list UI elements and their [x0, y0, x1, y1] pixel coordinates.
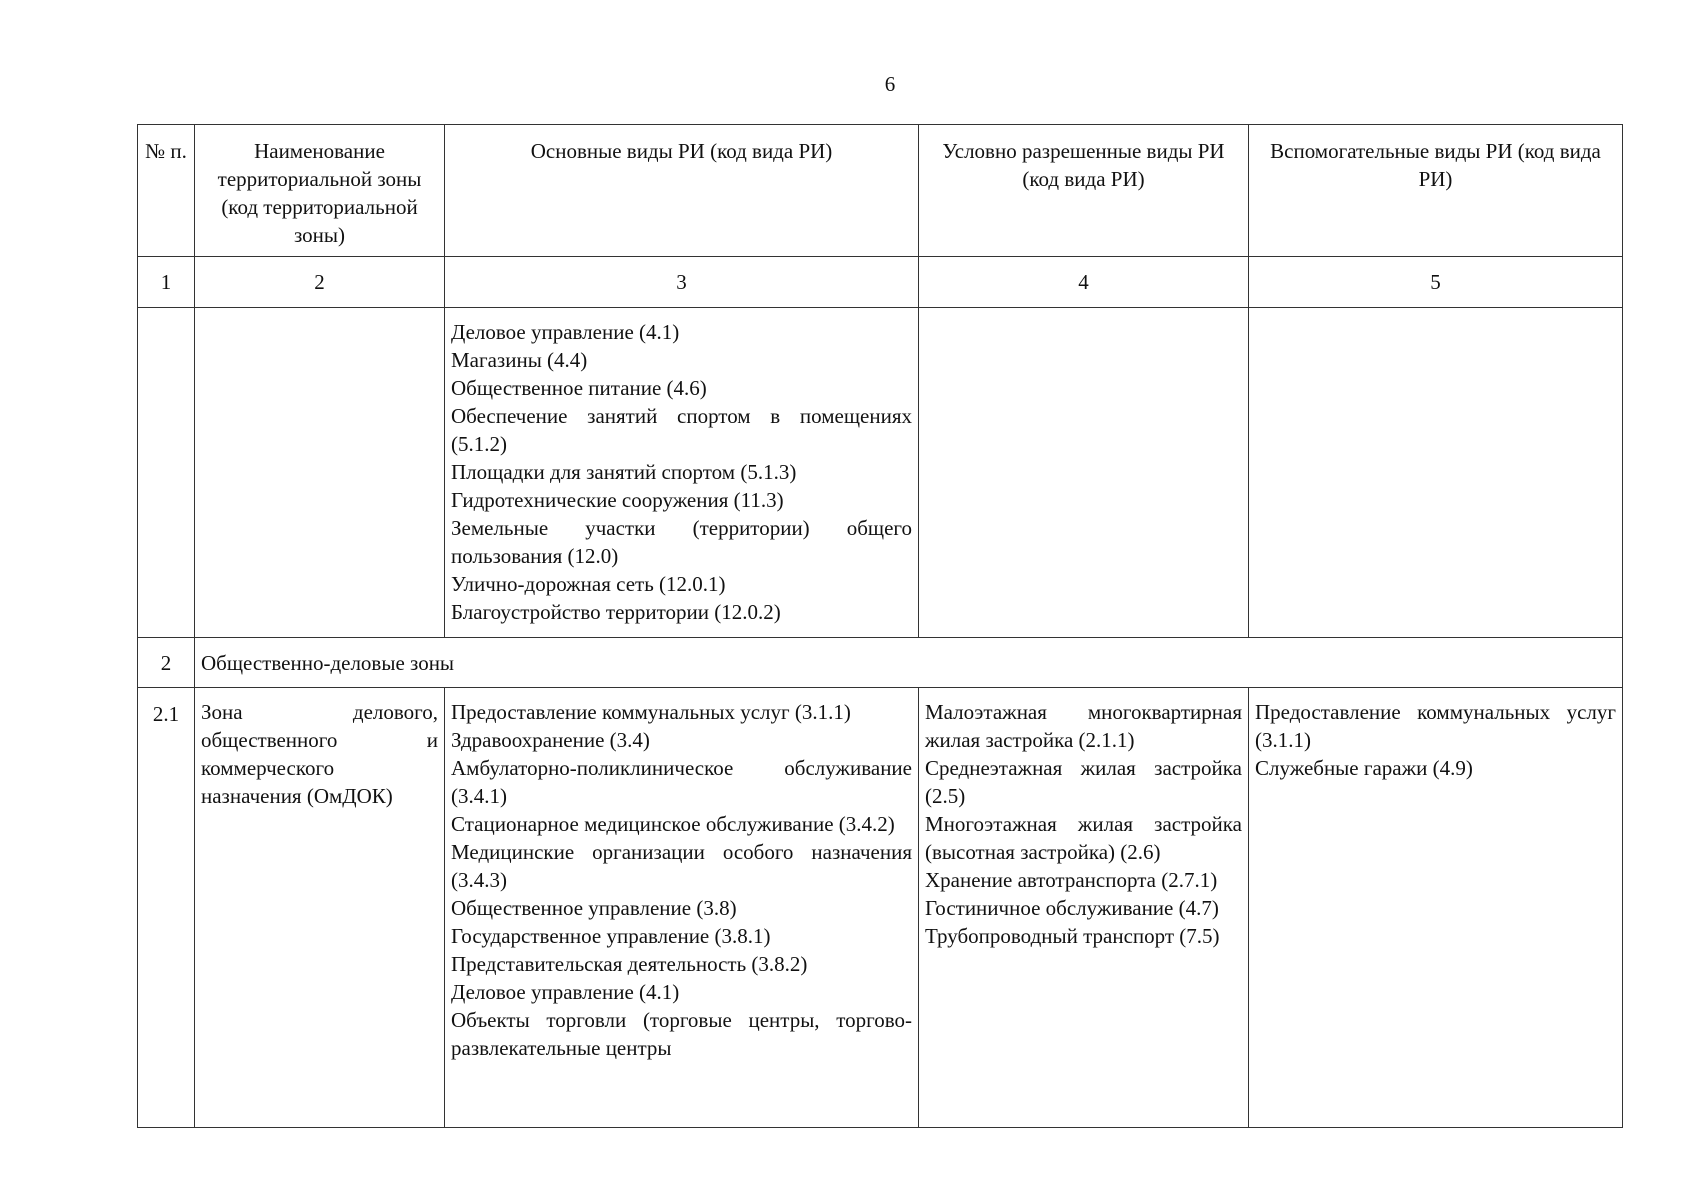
list-item: Амбулаторно-поликлиническое обслуживание (3.4.1) [451, 756, 912, 808]
list-item: Площадки для занятий спортом (5.1.3) [451, 460, 797, 484]
table-row [138, 688, 1623, 1128]
page-number: 6 [884, 72, 896, 96]
list-item: Малоэтажная многоквартирная жилая застройка (2.1.1) [925, 700, 1242, 752]
list-item: Медицинские организации особого назначения (3.4.3) [451, 840, 912, 892]
list-item: Деловое управление (4.1) [451, 320, 680, 344]
list-item: Обеспечение занятий спортом в помещениях (5.1.2) [451, 404, 912, 456]
list-item: Здравоохранение (3.4) [451, 728, 650, 752]
list-item: Государственное управление (3.8.1) [451, 924, 771, 948]
section-title: Общественно-деловые зоны [195, 638, 1623, 688]
header-number: № п. [138, 125, 195, 257]
list-item: Служебные гаражи (4.9) [1255, 756, 1473, 780]
column-numbers-row [138, 257, 1623, 308]
row-number-cell [138, 308, 195, 638]
column-number: 4 [919, 257, 1249, 308]
row-number-cell: 2.1 [138, 688, 195, 1128]
section-row [138, 638, 1623, 688]
zone-name-cell: Зона делового, общественного и коммерческого назначения (ОмДОК) [195, 688, 445, 1128]
auxiliary-uses-cell [1249, 308, 1623, 638]
list-item: Деловое управление (4.1) [451, 980, 680, 1004]
list-item: Среднеэтажная жилая застройка (2.5) [925, 756, 1242, 808]
list-item: Трубопроводный транспорт (7.5) [925, 924, 1220, 948]
list-item: Предоставление коммунальных услуг (3.1.1) [451, 700, 851, 724]
list-item: Земельные участки (территории) общего пользования (12.0) [451, 516, 912, 568]
main-uses-cell [445, 308, 919, 638]
list-item: Представительская деятельность (3.8.2) [451, 952, 808, 976]
list-item: Многоэтажная жилая застройка (высотная застройка) (2.6) [925, 812, 1242, 864]
header-auxiliary-uses: Вспомогательные виды РИ (код вида РИ) [1249, 125, 1623, 257]
header-conditional-uses: Условно разрешенные виды РИ (код вида РИ) [919, 125, 1249, 257]
table-row [138, 308, 1623, 638]
list-item: Объекты торговли (торговые центры, торгово-развлекательные центры [451, 1008, 912, 1060]
conditional-uses-cell [919, 308, 1249, 638]
list-item: Благоустройство территории (12.0.2) [451, 600, 781, 624]
column-number: 2 [195, 257, 445, 308]
header-zone-name: Наименование территориальной зоны (код территориальной зоны) [195, 125, 445, 257]
column-number: 3 [445, 257, 919, 308]
conditional-uses-list [925, 698, 1242, 950]
list-item: Стационарное медицинское обслуживание (3.4.2) [451, 812, 895, 836]
zone-name-cell [195, 308, 445, 638]
list-item: Магазины (4.4) [451, 348, 588, 372]
header-main-uses: Основные виды РИ (код вида РИ) [445, 125, 919, 257]
conditional-uses-cell [919, 688, 1249, 1128]
section-number: 2 [138, 638, 195, 688]
list-item: Предоставление коммунальных услуг (3.1.1) [1255, 700, 1616, 752]
main-uses-cell [445, 688, 919, 1128]
list-item: Хранение автотранспорта (2.7.1) [925, 868, 1218, 892]
list-item: Гостиничное обслуживание (4.7) [925, 896, 1219, 920]
column-number: 5 [1249, 257, 1623, 308]
auxiliary-uses-list [1255, 698, 1616, 782]
list-item: Общественное питание (4.6) [451, 376, 707, 400]
main-uses-list [451, 698, 912, 1062]
land-use-table [137, 124, 1623, 1128]
main-uses-list [451, 318, 912, 626]
auxiliary-uses-cell [1249, 688, 1623, 1128]
table-header-row [138, 125, 1623, 257]
column-number: 1 [138, 257, 195, 308]
list-item: Улично-дорожная сеть (12.0.1) [451, 572, 726, 596]
list-item: Общественное управление (3.8) [451, 896, 737, 920]
list-item: Гидротехнические сооружения (11.3) [451, 488, 784, 512]
